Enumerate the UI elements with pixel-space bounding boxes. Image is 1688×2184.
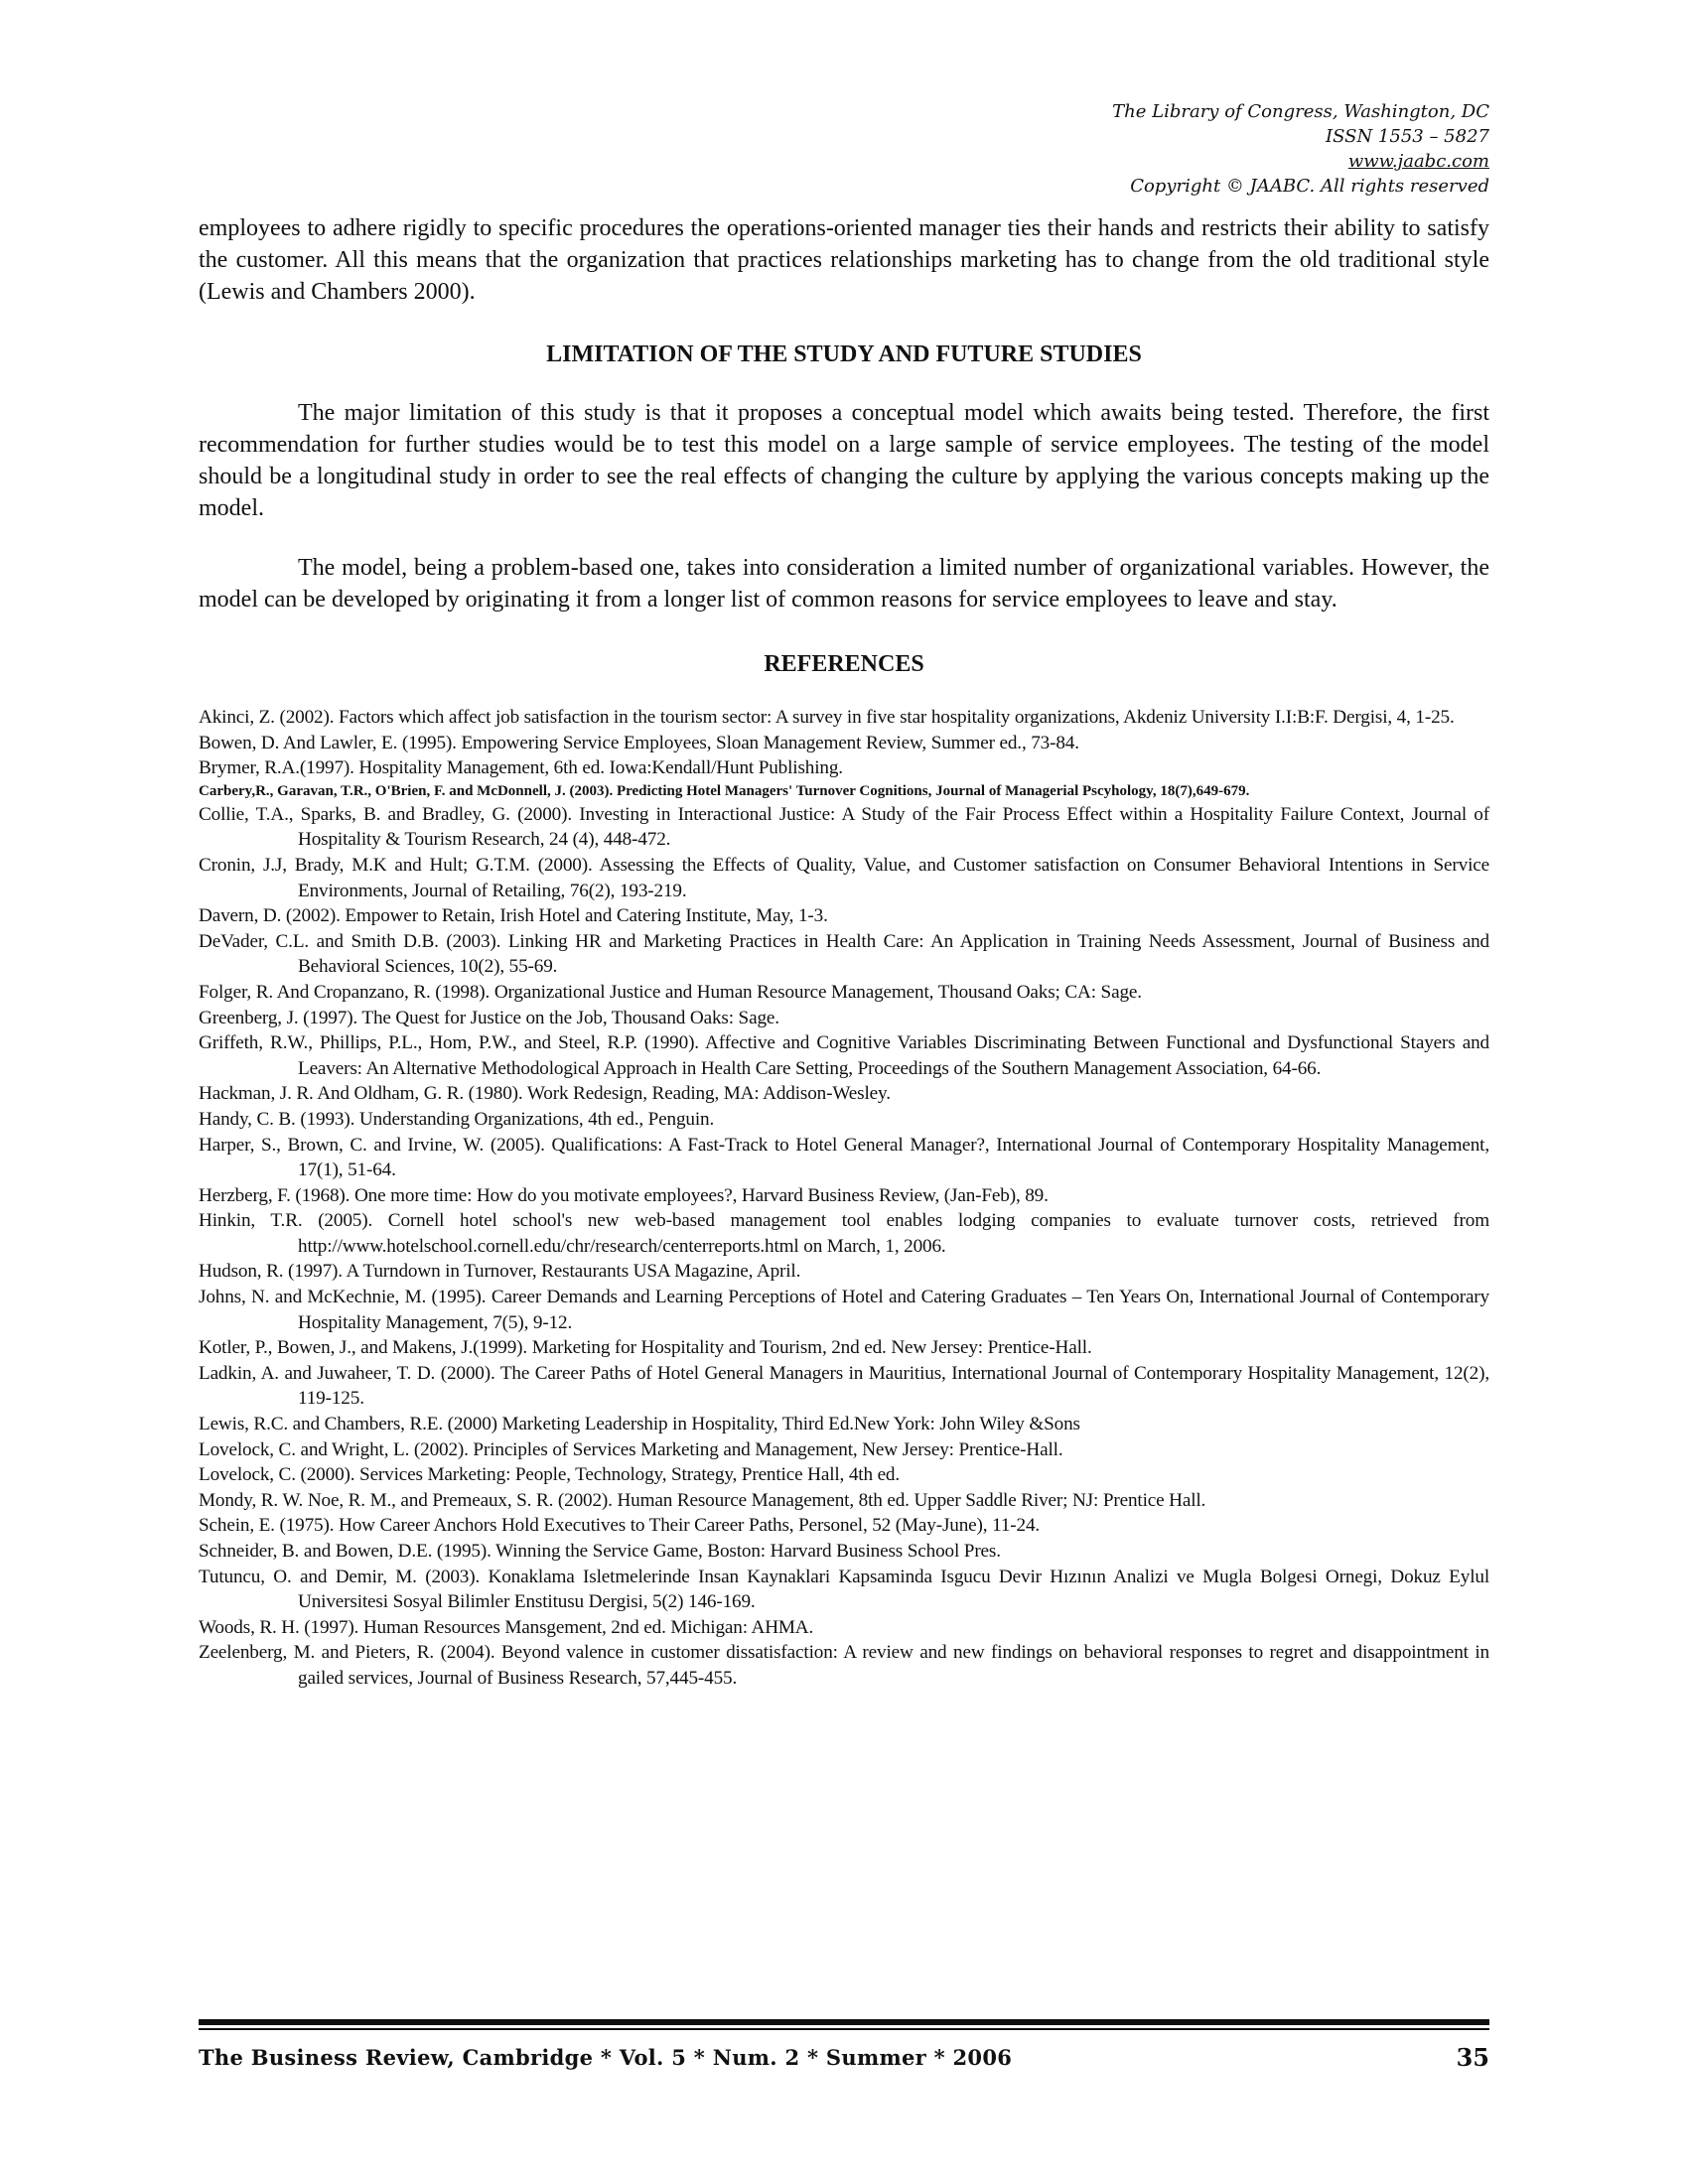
reference-item: Lovelock, C. (2000). Services Marketing: People, Technology, Strategy, Prentice Hall, 4th ed. bbox=[199, 1464, 901, 1486]
reference-item: DeVader, C.L. and Smith D.B. (2003). Linking HR and Marketing Practices in Health Care: An Application in Training Needs Assessment, Journal of Business and Behavioral Sciences, 10(2), 55-69. bbox=[199, 930, 1489, 978]
reference-item: Lovelock, C. and Wright, L. (2002). Principles of Services Marketing and Management, New Jersey: Prentice-Hall. bbox=[199, 1438, 1063, 1460]
reference-item: Griffeth, R.W., Phillips, P.L., Hom, P.W., and Steel, R.P. (1990). Affective and Cognitive Variables Discriminating Between Functional and Dysfunctional Stayers and Leavers: An Alternative Methodological Approach in Health Care Setting, Proceedings of the Southern Management Association, 64-66. bbox=[199, 1032, 1489, 1079]
reference-item: Hackman, J. R. And Oldham, G. R. (1980). Work Redesign, Reading, MA: Addison-Wesley. bbox=[199, 1083, 891, 1105]
reference-item: Akinci, Z. (2002). Factors which affect job satisfaction in the tourism sector: A survey in five star hospitality organizations, Akdeniz University I.I:B:F. Dergisi, 4, 1-25. bbox=[199, 707, 1455, 728]
reference-item: Tutuncu, O. and Demir, M. (2003). Konaklama Isletmelerinde Insan Kaynaklari Kapsaminda Isgucu Devir Hızının Analizi ve Mugla Bolgesi Ornegi, Dokuz Eylul Universitesi Sosyal Bilimler Enstitusu Dergisi, 5(2) 146-169. bbox=[199, 1566, 1489, 1613]
paragraph-limitation-2: The model, being a problem-based one, takes into consideration a limited number of organizational variables. However, the model can be developed by originating it from a longer list of common reasons for service employees to leave and stay. bbox=[199, 555, 1489, 613]
header-library: The Library of Congress, Washington, DC bbox=[1112, 101, 1489, 122]
reference-item: Zeelenberg, M. and Pieters, R. (2004). Beyond valence in customer dissatisfaction: A review and new findings on behavioral responses to regret and disappointment in gailed services, Journal of Business Research, 57,445-455. bbox=[199, 1642, 1489, 1689]
header-copyright: Copyright © JAABC. All rights reserved bbox=[1130, 176, 1489, 197]
paragraph-limitation-1: The major limitation of this study is that it proposes a conceptual model which awaits being tested. Therefore, the first recommendation for further studies would be to test this model on a large sample of service employees. The testing of the model should be a longitudinal study in order to see the real effects of changing the culture by applying the various concepts making up the model. bbox=[199, 400, 1489, 521]
reference-item: Herzberg, F. (1968). One more time: How do you motivate employees?, Harvard Business Review, (Jan-Feb), 89. bbox=[199, 1184, 1049, 1206]
reference-item: Johns, N. and McKechnie, M. (1995). Career Demands and Learning Perceptions of Hotel and Catering Graduates – Ten Years On, International Journal of Contemporary Hospitality Management, 7(5), 9-12. bbox=[199, 1287, 1489, 1333]
reference-item: Ladkin, A. and Juwaheer, T. D. (2000). The Career Paths of Hotel General Managers in Mauritius, International Journal of Contemporary Hospitality Management, 12(2), 119-125. bbox=[199, 1362, 1489, 1410]
reference-item: Handy, C. B. (1993). Understanding Organizations, 4th ed., Penguin. bbox=[199, 1108, 715, 1130]
reference-item: Brymer, R.A.(1997). Hospitality Management, 6th ed. Iowa:Kendall/Hunt Publishing. bbox=[199, 757, 843, 779]
page-number: 35 bbox=[1456, 2043, 1489, 2072]
reference-list bbox=[199, 705, 1489, 1692]
footer-divider-thick bbox=[199, 2019, 1489, 2025]
reference-item: Harper, S., Brown, C. and Irvine, W. (2005). Qualifications: A Fast-Track to Hotel General Manager?, International Journal of Contemporary Hospitality Management, 17(1), 51-64. bbox=[199, 1134, 1489, 1181]
reference-item: Collie, T.A., Sparks, B. and Bradley, G. (2000). Investing in Interactional Justice: A Study of the Fair Process Effect within a Hospitality Failure Context, Journal of Hospitality & Tourism Research, 24 (4), 448-472. bbox=[199, 803, 1489, 851]
page-header bbox=[894, 99, 1489, 199]
reference-item: Kotler, P., Bowen, J., and Makens, J.(1999). Marketing for Hospitality and Tourism, 2nd ed. New Jersey: Prentice-Hall. bbox=[199, 1337, 1092, 1359]
reference-item: Cronin, J.J, Brady, M.K and Hult; G.T.M. (2000). Assessing the Effects of Quality, Value, and Customer satisfaction on Consumer Behavioral Intentions in Service Environments, Journal of Retailing, 76(2), 193-219. bbox=[199, 854, 1489, 901]
paragraph-continued: employees to adhere rigidly to specific procedures the operations-oriented manager ties their hands and restricts their ability to satisfy the customer. All this means that the organization that practices relationships marketing has to change from the old traditional style (Lewis and Chambers 2000). bbox=[199, 215, 1489, 305]
reference-item: Hudson, R. (1997). A Turndown in Turnover, Restaurants USA Magazine, April. bbox=[199, 1261, 801, 1283]
reference-item: Schein, E. (1975). How Career Anchors Hold Executives to Their Career Paths, Personel, 52 (May-June), 11-24. bbox=[199, 1515, 1041, 1537]
reference-item: Bowen, D. And Lawler, E. (1995). Empowering Service Employees, Sloan Management Review, Summer ed., 73-84. bbox=[199, 732, 1079, 753]
reference-item: Schneider, B. and Bowen, D.E. (1995). Winning the Service Game, Boston: Harvard Business School Pres. bbox=[199, 1541, 1001, 1562]
reference-item: Mondy, R. W. Noe, R. M., and Premeaux, S. R. (2002). Human Resource Management, 8th ed. Upper Saddle River; NJ: Prentice Hall. bbox=[199, 1489, 1206, 1511]
header-issn: ISSN 1553 – 5827 bbox=[1326, 126, 1489, 147]
header-website-link[interactable]: www.jaabc.com bbox=[1347, 151, 1489, 172]
reference-item: Carbery,R., Garavan, T.R., O'Brien, F. and McDonnell, J. (2003). Predicting Hotel Managers' Turnover Cognitions, Journal of Managerial Pscyhology, 18(7),649-679. bbox=[199, 782, 1250, 799]
section-heading-references: REFERENCES bbox=[764, 651, 924, 677]
footer-divider-thin bbox=[199, 2028, 1489, 2030]
reference-item: Folger, R. And Cropanzano, R. (1998). Organizational Justice and Human Resource Management, Thousand Oaks; CA: Sage. bbox=[199, 981, 1142, 1003]
reference-item: Woods, R. H. (1997). Human Resources Mansgement, 2nd ed. Michigan: AHMA. bbox=[199, 1616, 814, 1638]
reference-item: Davern, D. (2002). Empower to Retain, Irish Hotel and Catering Institute, May, 1-3. bbox=[199, 905, 828, 927]
main-content bbox=[199, 212, 1489, 1692]
reference-item: Hinkin, T.R. (2005). Cornell hotel school's new web-based management tool enables lodging companies to evaluate turnover costs, retrieved from http://www.hotelschool.cornell.edu/chr/research/centerreports.html on March, 1, 2006. bbox=[199, 1210, 1489, 1257]
reference-item: Greenberg, J. (1997). The Quest for Justice on the Job, Thousand Oaks: Sage. bbox=[199, 1007, 779, 1028]
footer-journal-title: The Business Review, Cambridge * Vol. 5 * Num. 2 * Summer * 2006 bbox=[199, 2045, 1013, 2070]
section-heading-limitation: LIMITATION OF THE STUDY AND FUTURE STUDIES bbox=[546, 341, 1142, 367]
reference-item: Lewis, R.C. and Chambers, R.E. (2000) Marketing Leadership in Hospitality, Third Ed.New York: John Wiley &Sons bbox=[199, 1414, 1080, 1435]
